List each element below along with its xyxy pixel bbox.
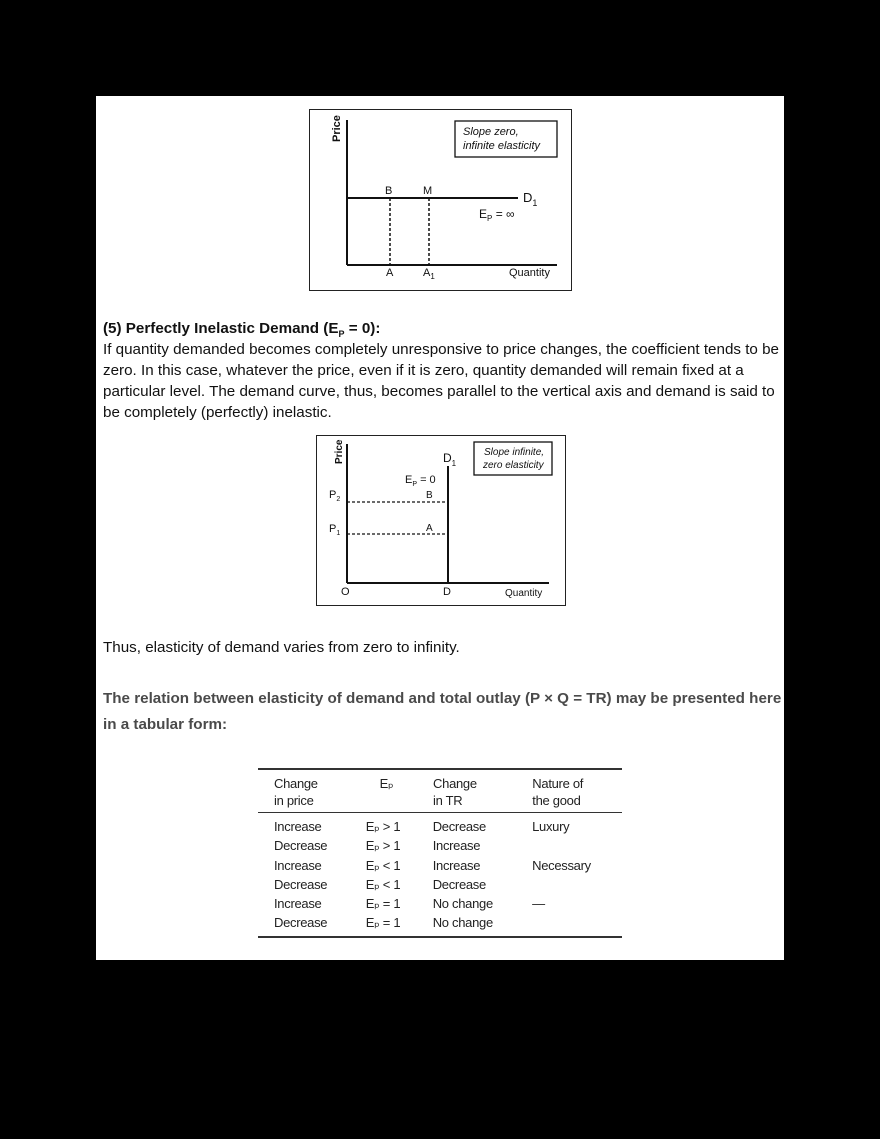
cell-nature: Necessary [532, 857, 591, 873]
svg-text:Slope infinite,: Slope infinite, [484, 447, 545, 458]
table-intro-text: The relation between elasticity of demand and total outlay (P × Q = TR) may be presented here in a tabular form: [103, 690, 782, 733]
svg-text:D1: $D_1$ [443, 451, 457, 468]
svg-text:EP = 0: $E_P = 0$ [405, 474, 436, 488]
svg-text:infinite elasticity: infinite elasticity [463, 140, 541, 152]
svg-text:M: M [423, 185, 433, 197]
cell-price: Increase [274, 819, 322, 834]
header-nature-of-good: Nature of the good [532, 776, 584, 808]
table-header-row [258, 770, 622, 812]
section-heading: (5) Perfectly Inelastic Demand $(E_P = 0)$: [103, 320, 381, 340]
cell-ep: Eₚ > 1 [365, 819, 401, 834]
cell-nature: Luxury [532, 819, 570, 834]
header-change-in-price: Change in price [274, 776, 318, 808]
cell-tr: Decrease [432, 876, 486, 892]
svg-text:O: O [341, 586, 350, 598]
table-row [258, 894, 622, 913]
cell-tr: No change [432, 896, 493, 912]
table-row [258, 856, 622, 875]
conclusion-text: Thus, elasticity of demand varies from zero to infinity. [103, 639, 460, 656]
cell-price: Decrease [274, 915, 328, 931]
svg-text:B: B [385, 185, 393, 197]
cell-tr: No change [432, 915, 493, 931]
cell-ep: Eₚ = 1 [365, 896, 401, 912]
cell-ep: Eₚ > 1 [365, 838, 401, 854]
cell-nature [532, 875, 622, 894]
cell-ep: Eₚ = 1 [365, 915, 401, 931]
table-row [258, 817, 622, 836]
svg-text:A1: $A_1$ [423, 267, 435, 281]
figure-perfectly-inelastic [316, 435, 566, 606]
cell-ep: Eₚ < 1 [365, 876, 401, 892]
svg-text:Quantity: Quantity [505, 588, 543, 599]
cell-price: Increase [274, 857, 322, 873]
cell-price: Decrease [274, 876, 328, 892]
cell-price: Increase [274, 896, 322, 912]
svg-text:Price: Price [331, 115, 343, 142]
cell-nature [532, 836, 622, 855]
table-row [258, 836, 622, 855]
cell-ep: Eₚ < 1 [365, 857, 401, 873]
table-row [258, 913, 622, 932]
cell-tr: Decrease [432, 819, 486, 834]
svg-text:Price: Price [334, 439, 345, 464]
table-row [258, 875, 622, 894]
svg-text:zero elasticity: zero elasticity [483, 460, 544, 471]
svg-text:D1: $D_1$ [523, 190, 538, 208]
header-change-in-tr: Change in TR [433, 776, 477, 808]
cell-tr: Increase [432, 857, 481, 873]
table-bottom-rule [258, 936, 622, 938]
cell-tr: Increase [432, 838, 481, 854]
table-body [258, 813, 622, 936]
header-ep: Eₚ [379, 776, 394, 791]
perfectly-elastic-diagram [310, 110, 571, 290]
section-paragraph: If quantity demanded becomes completely unresponsive to price changes, the coefficient tends to be zero. In this case, whatever the price, even if it is zero, quantity demanded will remain fixed at a particular level. The demand curve, thus, becomes parallel to the vertical axis and demand is said to be completely (perfectly) inelastic. [103, 341, 779, 421]
svg-text:EP = ∞: $E_P$ = ∞ [479, 207, 515, 223]
svg-text:Slope zero,: Slope zero, [463, 126, 519, 138]
elasticity-outlay-table [258, 768, 622, 938]
document-page [96, 96, 784, 960]
svg-text:Quantity: Quantity [509, 267, 550, 279]
svg-text:P2: $P_2$ [329, 489, 341, 503]
cell-nature [532, 913, 622, 932]
svg-text:A: A [386, 267, 394, 279]
svg-text:B: B [426, 490, 433, 501]
figure-perfectly-elastic [309, 109, 572, 291]
svg-text:D: D [443, 586, 451, 598]
cell-price: Decrease [274, 838, 328, 854]
cell-nature: — [532, 896, 545, 912]
svg-text:A: A [426, 523, 433, 534]
perfectly-inelastic-diagram [317, 436, 565, 605]
svg-text:P1: $P_1$ [329, 523, 341, 537]
